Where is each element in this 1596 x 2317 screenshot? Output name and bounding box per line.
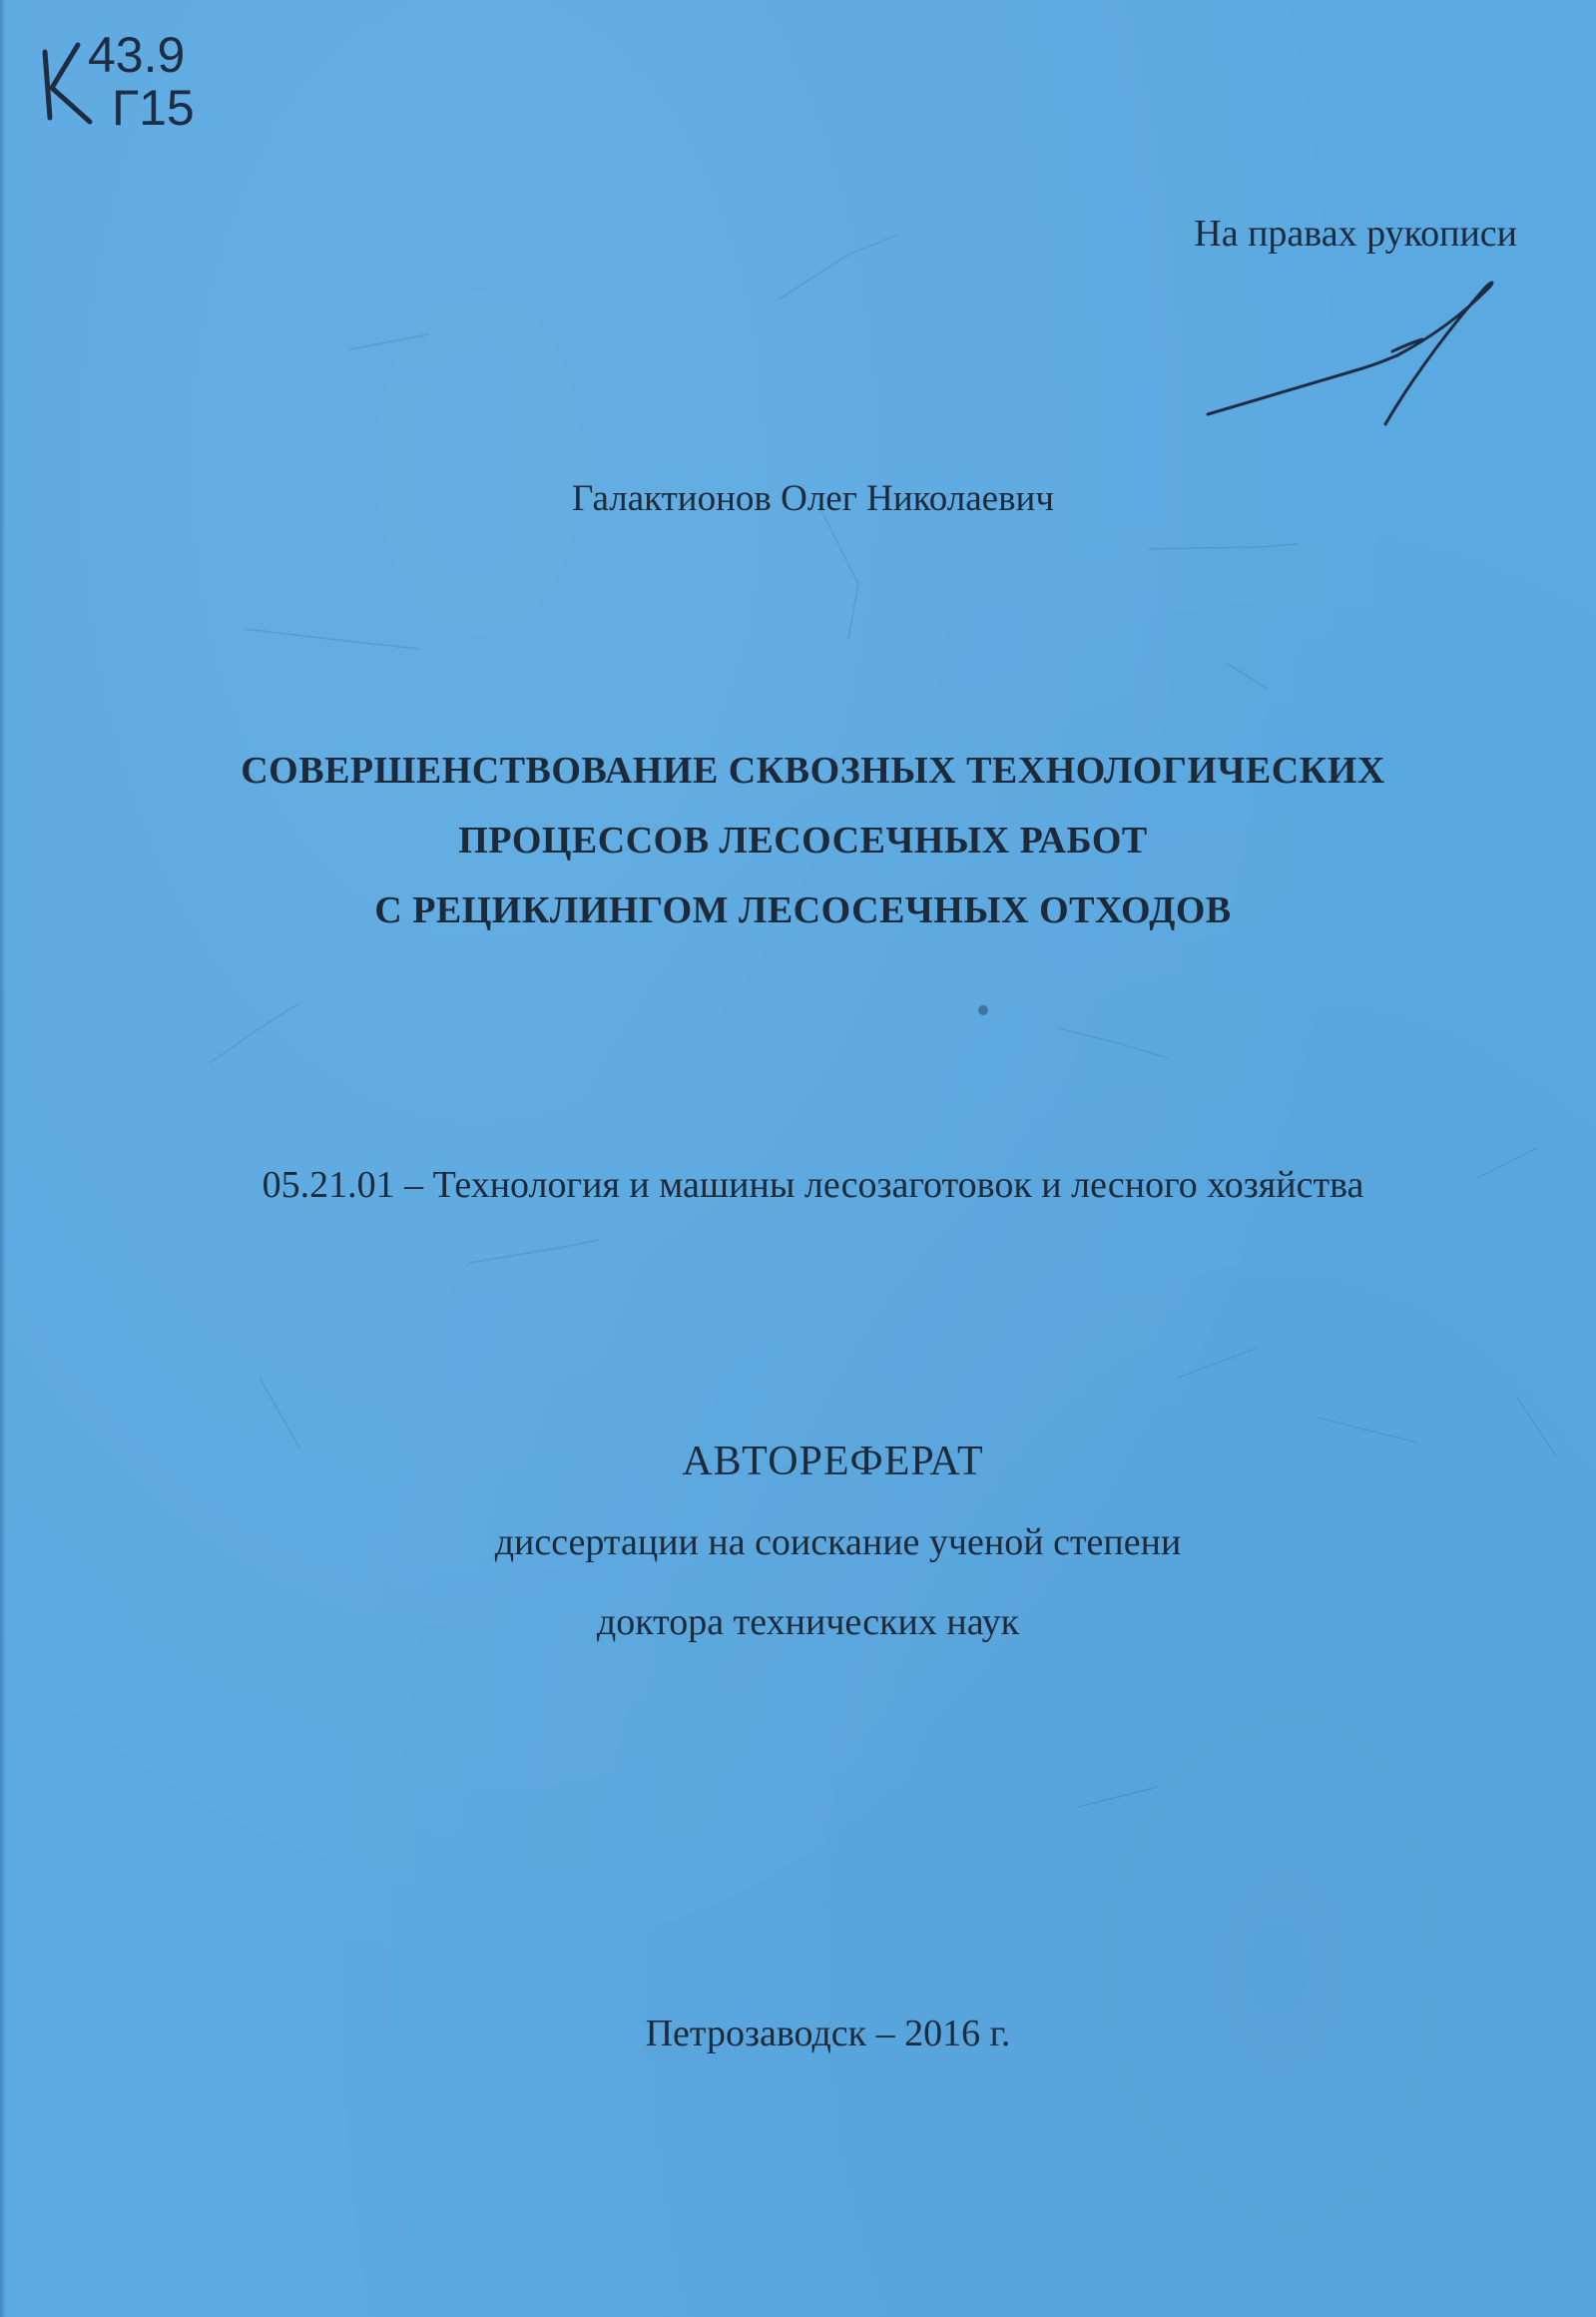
specialty-code: 05.21.01 – Технология и машины лесозаготовок и лесного хозяйства [262,1164,1364,1206]
document-subtitle-line-2: доктора технических наук [596,1601,1020,1643]
place-and-year: Петрозаводск – 2016 г. [645,2013,1011,2054]
library-code-top: 43.9 [88,27,186,83]
library-code-bottom: Г15 [112,80,195,136]
title-line-3: С РЕЦИКЛИНГОМ ЛЕСОСЕЧНЫХ ОТХОДОВ [374,889,1232,931]
title-line-2: ПРОЦЕССОВ ЛЕСОСЕЧНЫХ РАБОТ [458,820,1148,862]
author-name: Галактионов Олег Николаевич [572,478,1054,519]
document-type: АВТОРЕФЕРАТ [682,1439,984,1484]
title-line-1: СОВЕРШЕНСТВОВАНИЕ СКВОЗНЫХ ТЕХНОЛОГИЧЕСКИХ [241,750,1385,792]
document-subtitle-line-1: диссертации на соискание ученой степени [494,1521,1182,1563]
rights-note: На правах рукописи [1194,213,1517,255]
